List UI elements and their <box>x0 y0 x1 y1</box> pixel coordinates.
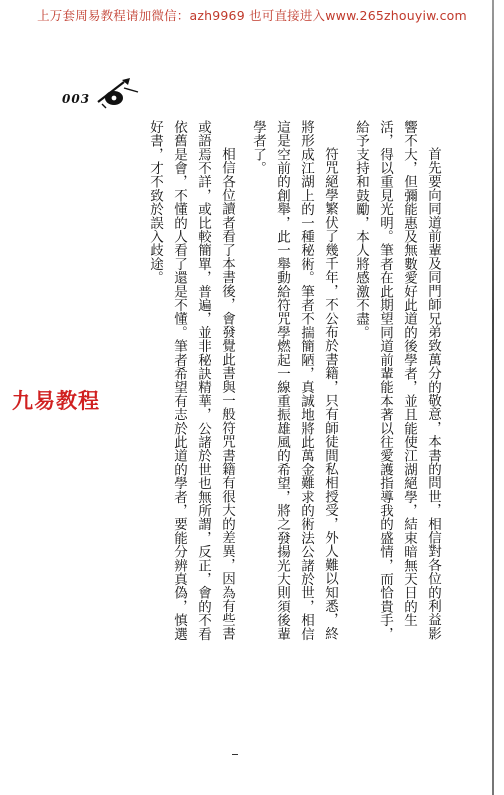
page-number: 003 <box>62 92 91 106</box>
text-column: 符咒絕學繁伏了幾千年，不公布於書籍，只有師徒間私相授受，外人難以知悉，終 <box>322 147 338 641</box>
body-text <box>58 120 444 680</box>
text-column: 給予支持和鼓勵，本人將感激不盡。 <box>353 120 369 340</box>
text-column: 活，得以重見光明。筆者在此期望同道前輩能本著以往愛護指導我的盛情，而恰貴手， <box>377 120 393 641</box>
text-column: 學者了。 <box>250 120 266 175</box>
text-column: 這是空前的創舉，此一舉動給符咒學燃起一線重振雄風的希望，將之發揚光大則須後輩 <box>274 120 290 641</box>
text-column: 或語焉不詳，或比較簡單，普遍，並非秘訣精華，公諸於世也無所謂，反正，會的不看 <box>195 120 211 641</box>
paragraph-gap <box>342 120 348 680</box>
text-column: 首先要向同道前輩及同門師兄弟致萬分的敬意，本書的問世，相信對各位的利益影 <box>425 147 441 641</box>
text-column: 相信各位讀者看了本書後，會發覺此書與一般符咒書籍有很大的差異，因為有些書 <box>219 147 235 641</box>
watermark-logo: 九易教程 <box>12 389 100 413</box>
page-header <box>56 76 146 112</box>
text-column: 依舊是會，不懂的人看了還是不懂。筆者希望有志於此道的學者，要能分辨真偽，慎選 <box>171 120 187 641</box>
scan-edge <box>492 0 494 795</box>
lute-ornament-icon <box>94 76 144 110</box>
scan-mark <box>232 754 238 755</box>
text-column: 將形成江湖上的一種秘術。筆者不揣簡陋，真誠地將此萬金難求的術法公諸於世，相信 <box>298 120 314 641</box>
promo-banner: 上万套周易教程请加微信：azh9969 也可直接进入www.265zhouyiw.com <box>37 8 467 23</box>
paragraph-gap <box>239 120 245 680</box>
text-column: 響不大，但彌能惠及無數愛好此道的後學者，並且能使江湖絕學，結束暗無天日的生 <box>401 120 417 627</box>
text-column: 好書，才不致於誤入歧途。 <box>147 120 163 285</box>
